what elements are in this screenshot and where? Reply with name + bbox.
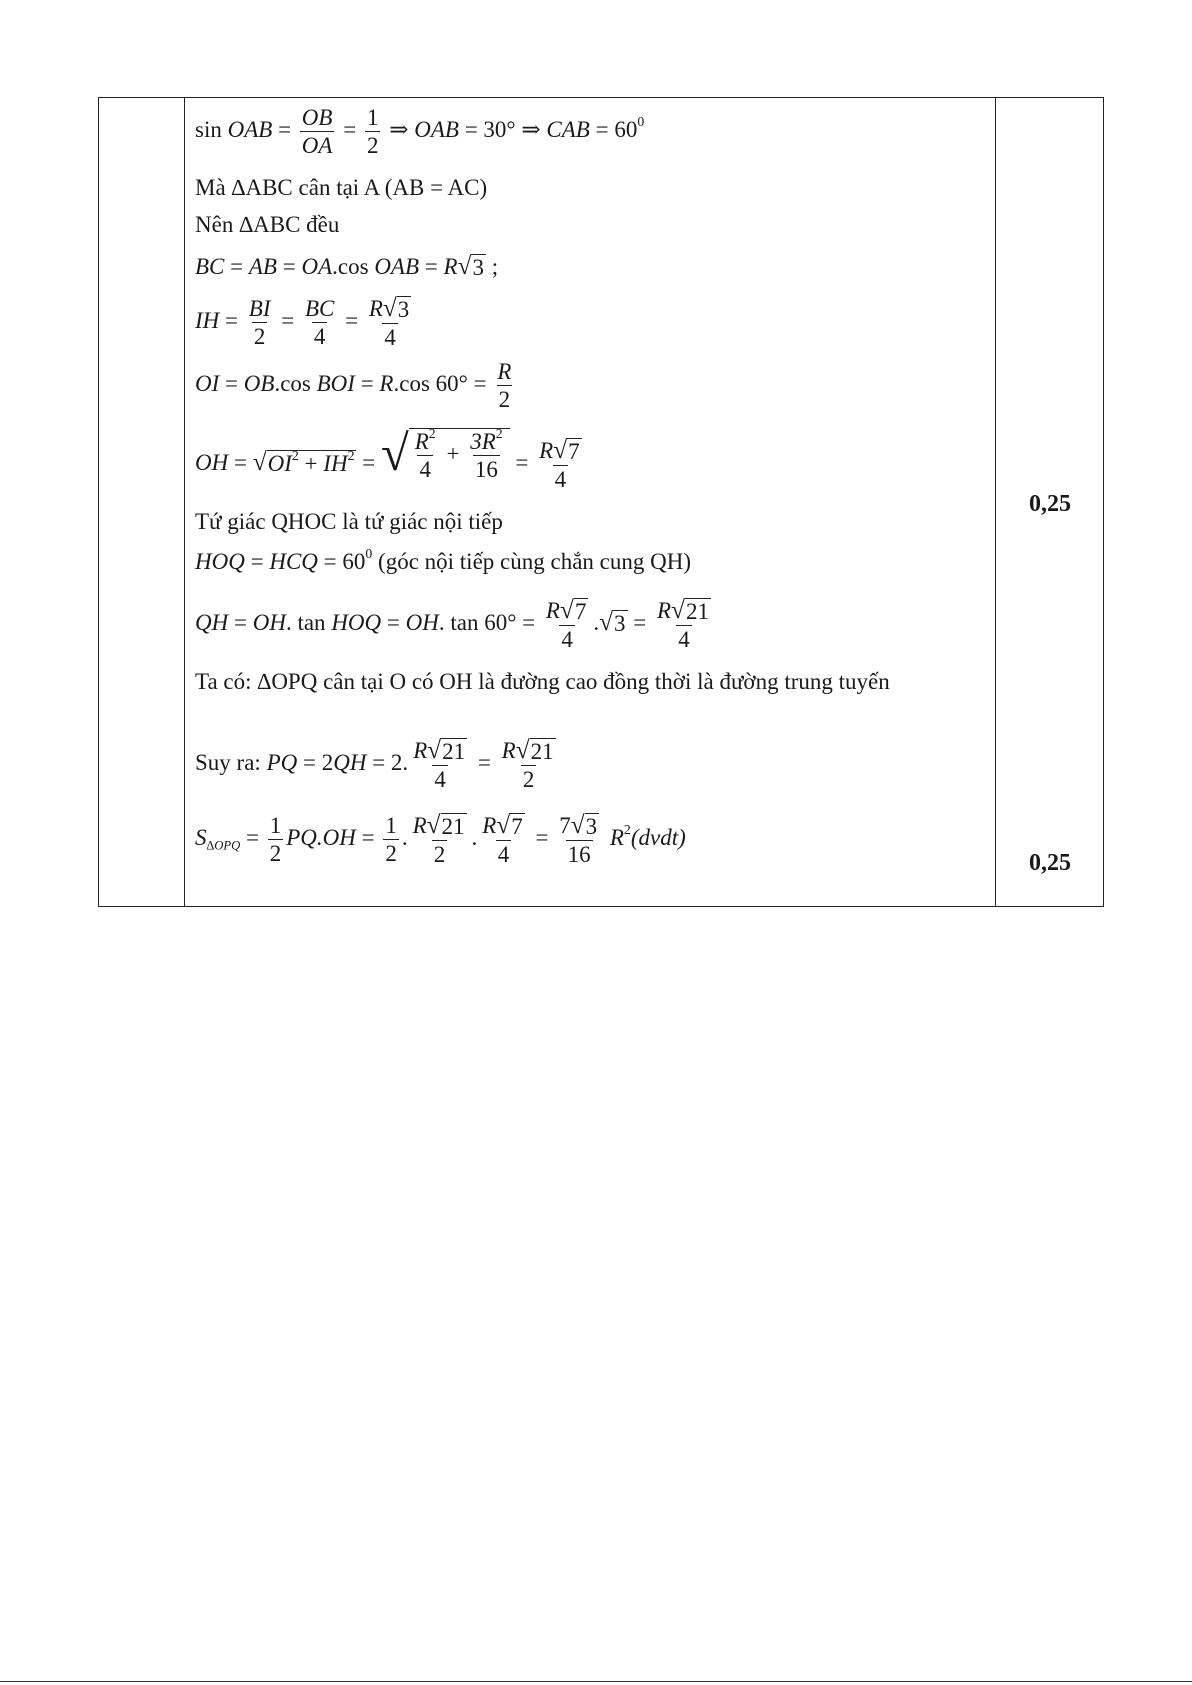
score-1: 0,25 bbox=[1029, 491, 1071, 517]
line-cyclic-quad: Tứ giác QHOC là tứ giác nội tiếp bbox=[195, 509, 503, 534]
line-bc: BC = AB = OA.cos OAB = R √ 3 ; bbox=[195, 252, 499, 280]
line-oh: OH = √ $OI^2 + IH^2$ = √ $\frac{R^2}{4}$ + $\frac{3R^2}{16}$ = R √ 7 4 bbox=[195, 425, 580, 493]
line-oi: OI = OB.cos BOI = R.cos 60° = $\frac{R}{2}$ bbox=[195, 359, 512, 412]
line-opq-isosceles: Ta có: ∆OPQ cân tại O có OH là đường cao đồng thời là đường trung tuyến bbox=[195, 669, 890, 694]
line-area: $S_{\Delta OPQ}$ = $\frac{1}{2}$ PQ.OH = $\frac{1}{2}$ . R √ 21 2 . R √ 7 4 = 7 √ 3 16 $R^2(dvdt)$ bbox=[195, 811, 686, 868]
answer-table bbox=[98, 97, 1104, 907]
line-sin-oab: sin OAB = $\frac{OB}{OA}$ = $\frac{1}{2}$ ⇒ OAB = 30° ⇒ CAB = $60^0$ bbox=[195, 105, 645, 158]
line-qh: QH = OH. tan HOQ = OH. tan 60° = R √ 7 4 . √ 3 = R √ 21 4 bbox=[195, 596, 709, 653]
line-equilateral: Nên ∆ABC đều bbox=[195, 212, 340, 237]
line-pq: Suy ra: PQ = 2QH = 2. R √ 21 4 = R √ 21 2 bbox=[195, 736, 554, 793]
score-2: 0,25 bbox=[1029, 850, 1071, 876]
column-divider-left bbox=[184, 98, 185, 906]
line-isosceles: Mà ∆ABC cân tại A (AB = AC) bbox=[195, 175, 488, 200]
column-divider-right bbox=[995, 98, 996, 906]
solution-column bbox=[195, 98, 985, 906]
line-hoq: HOQ = HCQ = $60^0$ (góc nội tiếp cùng chắn cung QH) bbox=[195, 545, 691, 574]
line-ih: IH = $\frac{BI}{2}$ = $\frac{BC}{4}$ = R √ 3 4 bbox=[195, 294, 410, 351]
page-footer-rule bbox=[0, 1681, 1192, 1682]
